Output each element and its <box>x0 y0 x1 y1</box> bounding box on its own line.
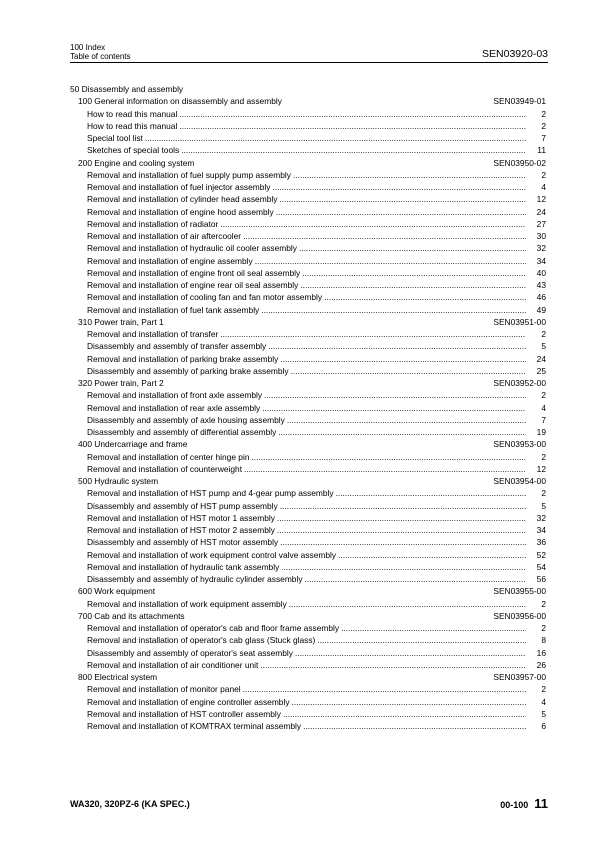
toc-entry-title: Removal and installation of fuel supply pump assembly <box>87 169 291 180</box>
toc-entry-page: 32 <box>536 243 546 254</box>
toc-entry-row <box>70 402 548 414</box>
toc-dot-leader <box>341 622 526 634</box>
toc-entry-title: Removal and installation of engine controller assembly <box>87 696 290 707</box>
toc-dot-leader <box>292 696 526 708</box>
toc-section-row <box>70 95 548 107</box>
toc-entry-row <box>70 169 548 181</box>
toc-entry-row <box>70 144 548 156</box>
toc-dot-leader <box>302 267 526 279</box>
toc-section-title: 320 Power train, Part 2 <box>78 378 164 388</box>
toc-entry-title: Removal and installation of cooling fan and fan motor assembly <box>87 292 323 303</box>
toc-entry-title: Removal and installation of engine front oil seal assembly <box>87 267 301 278</box>
toc-entry-page: 46 <box>536 292 546 303</box>
toc-dot-leader <box>278 426 526 438</box>
toc-entry-row <box>70 193 548 205</box>
toc-dot-leader <box>281 561 526 573</box>
toc-entry-row <box>70 291 548 303</box>
toc-entry-page: 26 <box>536 659 546 670</box>
toc-dot-leader <box>279 193 526 205</box>
toc-entry-page: 7 <box>541 414 546 425</box>
toc-entry-row <box>70 255 548 267</box>
toc-dot-leader <box>287 414 526 426</box>
toc-entry-row <box>70 512 548 524</box>
toc-section-code: SEN03957-00 <box>493 672 546 682</box>
toc-dot-leader <box>303 720 526 732</box>
toc-entry-title: Removal and installation of air aftercooler <box>87 231 242 241</box>
toc-entry-page: 27 <box>536 218 546 229</box>
toc-dot-leader <box>272 181 526 193</box>
toc-entry-title: Removal and installation of center hinge pin <box>87 451 250 462</box>
toc-dot-leader <box>336 487 526 499</box>
toc-dot-leader <box>305 573 526 585</box>
toc-entry-title: How to read this manual <box>87 108 178 119</box>
toc-entry-row <box>70 120 548 132</box>
toc-entry-page: 2 <box>541 329 546 339</box>
footer-model: WA320, 320PZ-6 (KA SPEC.) <box>70 799 190 809</box>
toc-section-row <box>70 610 548 622</box>
toc-entry-row <box>70 487 548 499</box>
toc-section-code: SEN03953-00 <box>493 439 546 450</box>
toc-dot-leader <box>293 169 526 181</box>
toc-entry-title: Disassembly and assembly of HST motor assembly <box>87 537 279 548</box>
toc-dot-leader <box>280 500 526 512</box>
toc-entry-page: 12 <box>536 194 546 205</box>
toc-entry-page: 43 <box>536 280 546 290</box>
toc-entry-page: 25 <box>536 365 546 376</box>
toc-entry-title: Removal and installation of cylinder head assembly <box>87 194 278 205</box>
toc-entry-title: Removal and installation of work equipment assembly <box>87 598 287 609</box>
toc-dot-leader <box>300 279 526 291</box>
toc-entry-row <box>70 622 548 634</box>
toc-entry-title: Disassembly and assembly of transfer assembly <box>87 341 267 352</box>
toc-entry-page: 32 <box>536 512 546 523</box>
toc-entry-row <box>70 365 548 377</box>
toc-entry-title: Disassembly and assembly of hydraulic cylinder assembly <box>87 574 303 584</box>
toc-entry-page: 34 <box>536 525 546 535</box>
toc-dot-leader <box>262 402 526 414</box>
toc-entry-page: 11 <box>537 145 546 156</box>
toc-entry-page: 16 <box>536 647 546 658</box>
toc-section-code: SEN03955-00 <box>493 586 546 597</box>
toc-entry-row <box>70 230 548 242</box>
toc-entry-row <box>70 573 548 585</box>
toc-dot-leader <box>268 340 526 352</box>
toc-section-title: 310 Power train, Part 1 <box>78 316 164 327</box>
toc-entry-title: Removal and installation of rear axle assembly <box>87 402 261 413</box>
toc-entry-row <box>70 659 548 671</box>
toc-dot-leader <box>277 512 526 524</box>
toc-entry-page: 6 <box>541 721 546 731</box>
toc-dot-leader <box>317 634 526 646</box>
footer-code: 00-100 <box>500 800 529 810</box>
toc-entry-page: 12 <box>536 463 546 474</box>
toc-entry-page: 4 <box>541 696 546 707</box>
header-document-code: SEN03920-03 <box>482 48 548 60</box>
header-subsection-label: Table of contents <box>70 52 131 61</box>
toc-dot-leader <box>283 708 526 720</box>
toc-entry-row <box>70 647 548 659</box>
toc-section-title: 400 Undercarriage and frame <box>78 439 188 450</box>
toc-entry-title: Removal and installation of operator's cab and floor frame assembly <box>87 623 340 633</box>
toc-entry-row <box>70 328 548 340</box>
toc-dot-leader <box>220 218 526 230</box>
toc-entry-row <box>70 426 548 438</box>
toc-entry-title: Removal and installation of fuel injector assembly <box>87 182 271 192</box>
toc-entry-page: 54 <box>536 561 546 572</box>
toc-section-code: SEN03954-00 <box>493 476 546 486</box>
toc-entry-title: Removal and installation of front axle assembly <box>87 390 263 401</box>
toc-entry-title: Removal and installation of HST controller assembly <box>87 708 281 719</box>
toc-dot-leader <box>280 353 526 365</box>
toc-section-row <box>70 316 548 328</box>
toc-entry-title: Disassembly and assembly of HST pump assembly <box>87 500 278 511</box>
toc-entry-page: 30 <box>536 231 546 241</box>
toc-entry-title: Removal and installation of hydraulic oil cooler assembly <box>87 243 297 254</box>
toc-entry-title: Removal and installation of engine hood assembly <box>87 206 274 217</box>
toc-dot-leader <box>291 365 526 377</box>
footer-page-ref <box>500 796 548 811</box>
toc-entry-title: How to read this manual <box>87 120 178 131</box>
toc-entry-title: Disassembly and assembly of axle housing assembly <box>87 414 285 425</box>
toc-entry-page: 2 <box>541 169 546 180</box>
toc-section-code: SEN03950-02 <box>493 157 546 168</box>
toc-entry-title: Removal and installation of counterweight <box>87 463 243 474</box>
toc-dot-leader <box>251 451 526 463</box>
toc-entry-title: Removal and installation of parking brake assembly <box>87 353 279 364</box>
toc-dot-leader <box>295 647 526 659</box>
toc-entry-page: 24 <box>536 206 546 217</box>
toc-entry-title: Removal and installation of operator's cab glass (Stuck glass) <box>87 635 316 646</box>
toc-entry-title: Removal and installation of hydraulic tank assembly <box>87 561 280 572</box>
toc-entry-title: Removal and installation of fuel tank assembly <box>87 304 260 315</box>
toc-dot-leader <box>324 291 526 303</box>
header-rule <box>70 62 548 63</box>
toc-dot-leader <box>255 255 526 267</box>
toc-entry-page: 5 <box>541 708 546 719</box>
toc-entry-page: 5 <box>541 500 546 511</box>
toc-entry-row <box>70 279 548 291</box>
toc-dot-leader <box>277 524 526 536</box>
toc-section-title: 800 Electrical system <box>78 672 158 682</box>
toc-section-title: 500 Hydraulic system <box>78 476 159 486</box>
toc-section-title: 600 Work equipment <box>78 586 156 597</box>
toc-section-code: SEN03956-00 <box>493 610 546 621</box>
toc-entry-row <box>70 206 548 218</box>
toc-entry-row <box>70 500 548 512</box>
toc-entry-row <box>70 132 548 144</box>
toc-dot-leader <box>220 328 526 340</box>
toc-section-row <box>70 475 548 487</box>
toc-entry-page: 4 <box>541 182 546 192</box>
toc-dot-leader <box>145 132 526 144</box>
toc-entry-row <box>70 451 548 463</box>
toc-entry-title: Disassembly and assembly of parking brake assembly <box>87 365 289 376</box>
toc-entry-title: Sketches of special tools <box>87 145 180 156</box>
toc-entry-title: Removal and installation of radiator <box>87 218 219 229</box>
toc-entry-row <box>70 634 548 646</box>
toc-entry-page: 49 <box>536 304 546 315</box>
toc-entry-page: 2 <box>541 451 546 462</box>
toc-entry-title: Removal and installation of engine assembly <box>87 255 253 266</box>
toc-section-row <box>70 377 548 389</box>
toc-entry-title: Removal and installation of transfer <box>87 329 219 339</box>
toc-section-code: SEN03952-00 <box>493 378 546 388</box>
toc-entry-row <box>70 696 548 708</box>
toc-entry-title: Disassembly and assembly of operator's seat assembly <box>87 647 293 658</box>
toc-entry-row <box>70 524 548 536</box>
toc-dot-leader <box>181 144 526 156</box>
toc-entry-row <box>70 389 548 401</box>
toc-entry-page: 8 <box>541 635 546 646</box>
toc-entry-page: 2 <box>541 390 546 401</box>
toc-entry-page: 19 <box>536 427 546 437</box>
toc-section-code: SEN03949-01 <box>493 96 546 107</box>
toc-entry-page: 36 <box>536 537 546 548</box>
toc-section-title: 700 Cab and its attachments <box>78 610 185 621</box>
toc-dot-leader <box>289 598 526 610</box>
toc-entry-row <box>70 108 548 120</box>
toc-entry-title: Removal and installation of KOMTRAX terminal assembly <box>87 721 302 731</box>
toc-entry-row <box>70 561 548 573</box>
toc-entry-title: Removal and installation of monitor panel <box>87 684 241 695</box>
toc-entry-row <box>70 549 548 561</box>
toc-entry-title: Removal and installation of HST pump and 4-gear pump assembly <box>87 488 334 499</box>
toc-dot-leader <box>299 242 526 254</box>
toc-entry-title: Removal and installation of air conditioner unit <box>87 659 259 670</box>
toc-dot-leader <box>260 659 526 671</box>
toc-entry-row <box>70 181 548 193</box>
toc-entry-page: 4 <box>541 402 546 413</box>
toc-dot-leader <box>243 230 526 242</box>
toc-entry-row <box>70 340 548 352</box>
toc-section-title: 200 Engine and cooling system <box>78 157 195 168</box>
toc-dot-leader <box>179 120 526 132</box>
toc-entry-title: Removal and installation of HST motor 1 assembly <box>87 512 275 523</box>
toc-dot-leader <box>244 463 526 475</box>
toc-entry-page: 2 <box>541 623 546 633</box>
toc-entry-page: 24 <box>536 353 546 364</box>
toc-entry-row <box>70 708 548 720</box>
toc-dot-leader <box>243 683 526 695</box>
toc-entry-page: 56 <box>536 574 546 584</box>
toc-part-title: 50 Disassembly and assembly <box>70 84 184 94</box>
toc-section-row <box>70 585 548 597</box>
toc-entry-page: 2 <box>541 598 546 609</box>
page-footer <box>70 796 548 814</box>
toc-entry-row <box>70 598 548 610</box>
toc-entry-row <box>70 536 548 548</box>
toc-entry-page: 34 <box>536 255 546 266</box>
toc-entry-title: Disassembly and assembly of differential assembly <box>87 427 277 437</box>
toc-entry-title: Special tool list <box>87 133 143 143</box>
toc-entry-page: 40 <box>536 267 546 278</box>
toc-section-row <box>70 671 548 683</box>
toc-entry-row <box>70 463 548 475</box>
toc-section-title: 100 General information on disassembly and assembly <box>78 96 282 107</box>
toc-entry-row <box>70 242 548 254</box>
toc-entry-page: 52 <box>536 549 546 560</box>
toc-entry-page: 2 <box>541 108 546 119</box>
header-section-label: 100 Index <box>70 43 106 52</box>
toc-entry-title: Removal and installation of HST motor 2 assembly <box>87 525 275 535</box>
toc-entry-row <box>70 353 548 365</box>
toc-dot-leader <box>264 389 526 401</box>
toc-section-row <box>70 438 548 450</box>
toc-entry-page: 2 <box>541 684 546 695</box>
toc-section-row <box>70 157 548 169</box>
toc-entry-row <box>70 720 548 732</box>
toc-entry-page: 7 <box>541 133 546 143</box>
toc-entry-row <box>70 414 548 426</box>
toc-entry-title: Removal and installation of work equipment control valve assembly <box>87 549 337 560</box>
footer-page-number: 11 <box>534 796 548 811</box>
toc-entry-page: 2 <box>541 120 546 131</box>
toc-dot-leader <box>261 304 526 316</box>
toc-entry-page: 5 <box>541 341 546 352</box>
toc-dot-leader <box>338 549 526 561</box>
table-of-contents <box>70 83 548 732</box>
toc-entry-row <box>70 683 548 695</box>
toc-dot-leader <box>276 206 526 218</box>
toc-entry-row <box>70 304 548 316</box>
toc-dot-leader <box>179 108 526 120</box>
toc-entry-page: 2 <box>541 488 546 499</box>
toc-entry-row <box>70 267 548 279</box>
toc-section-code: SEN03951-00 <box>493 316 546 327</box>
toc-entry-row <box>70 218 548 230</box>
toc-dot-leader <box>280 536 526 548</box>
toc-entry-title: Removal and installation of engine rear oil seal assembly <box>87 280 299 290</box>
